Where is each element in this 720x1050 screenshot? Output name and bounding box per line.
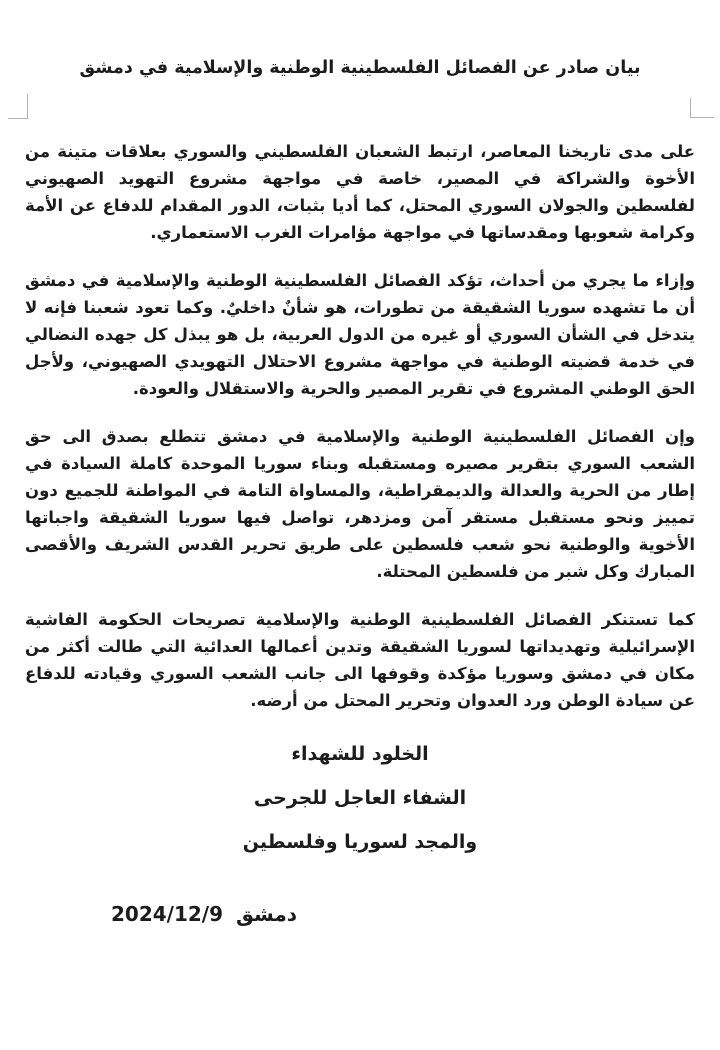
statement-paragraph-1: على مدى تاريخنا المعاصر، ارتبط الشعبان الفلسطيني والسوري بعلاقات متينة من الأخوة والشراكة في المصير، خاصة في مواجهة مشروع التهويد الصهيوني لفلسطين والجولان السوري المحتل، كما أديا بثبات، الدور المقدام للدفاع عن الأمة وكرامة شعوبها ومقدساتها في مواجهة مؤامرات الغرب الاستعماري.	[25, 142, 695, 242]
slogan-martyrs: الخلود للشهداء	[291, 743, 429, 765]
dateline-city: دمشق	[236, 902, 298, 926]
corner-mark-top-left	[8, 94, 28, 119]
dateline	[25, 902, 695, 926]
slogan-glory: والمجد لسوريا وفلسطين	[242, 831, 478, 853]
statement-paragraph-3: وإن الفصائل الفلسطينية الوطنية والإسلامية في دمشق تتطلع بصدق الى حق الشعب السوري بتقرير مصيره ومستقبله وبناء سوريا الموحدة كاملة السيادة في إطار من الحرية والعدالة والديمقراطية، والمساواة التامة في المواطنة للجميع دون تمييز ونحو مستقبل مستقر آمن ومزدهر، تواصل فيها سوريا الشقيقة واجباتها الأخوية والوطنية نحو شعب فلسطين على طريق تحرير القدس الشريف والأقصى المبارك وكل شبر من فلسطين المحتلة.	[25, 427, 695, 581]
statement-body	[25, 138, 695, 926]
corner-mark-top-right	[690, 98, 714, 118]
statement-paragraph-2: وإزاء ما يجري من أحداث، تؤكد الفصائل الفلسطينية الوطنية والإسلامية في دمشق أن ما تشهده سوريا الشقيقة من تطورات، هو شأنٌ داخليٌ. وكما تعود شعبنا فإنه لا يتدخل في الشأن السوري أو غيره من الدول العربية، بل هو يبذل كل جهده النضالي في خدمة قضيته الوطنية في مواجهة مشروع الاحتلال التهويدي الصهيوني، ولأجل الحق الوطني المشروع في تقرير المصير والحرية والاستقلال والعودة.	[25, 271, 695, 398]
dateline-date: 2024/12/9	[111, 902, 224, 926]
document-page	[0, 56, 720, 1050]
statement-title: بيان صادر عن الفصائل الفلسطينية الوطنية والإسلامية في دمشق	[79, 58, 641, 78]
slogan-wounded: الشفاء العاجل للجرحى	[253, 787, 467, 809]
statement-paragraph-4: كما تستنكر الفصائل الفلسطينية الوطنية والإسلامية تصريحات الحكومة الفاشية الإسرائيلية وتهديداتها لسوريا الشقيقة وتدين أعمالها العدائية التي طالت أكثر من مكان في دمشق وسوريا مؤكدة وقوفها الى جانب الشعب السوري وقيادته للدفاع عن سيادة الوطن ورد العدوان وتحرير المحتل من أرضه.	[25, 610, 695, 710]
closing-slogans	[25, 742, 695, 854]
